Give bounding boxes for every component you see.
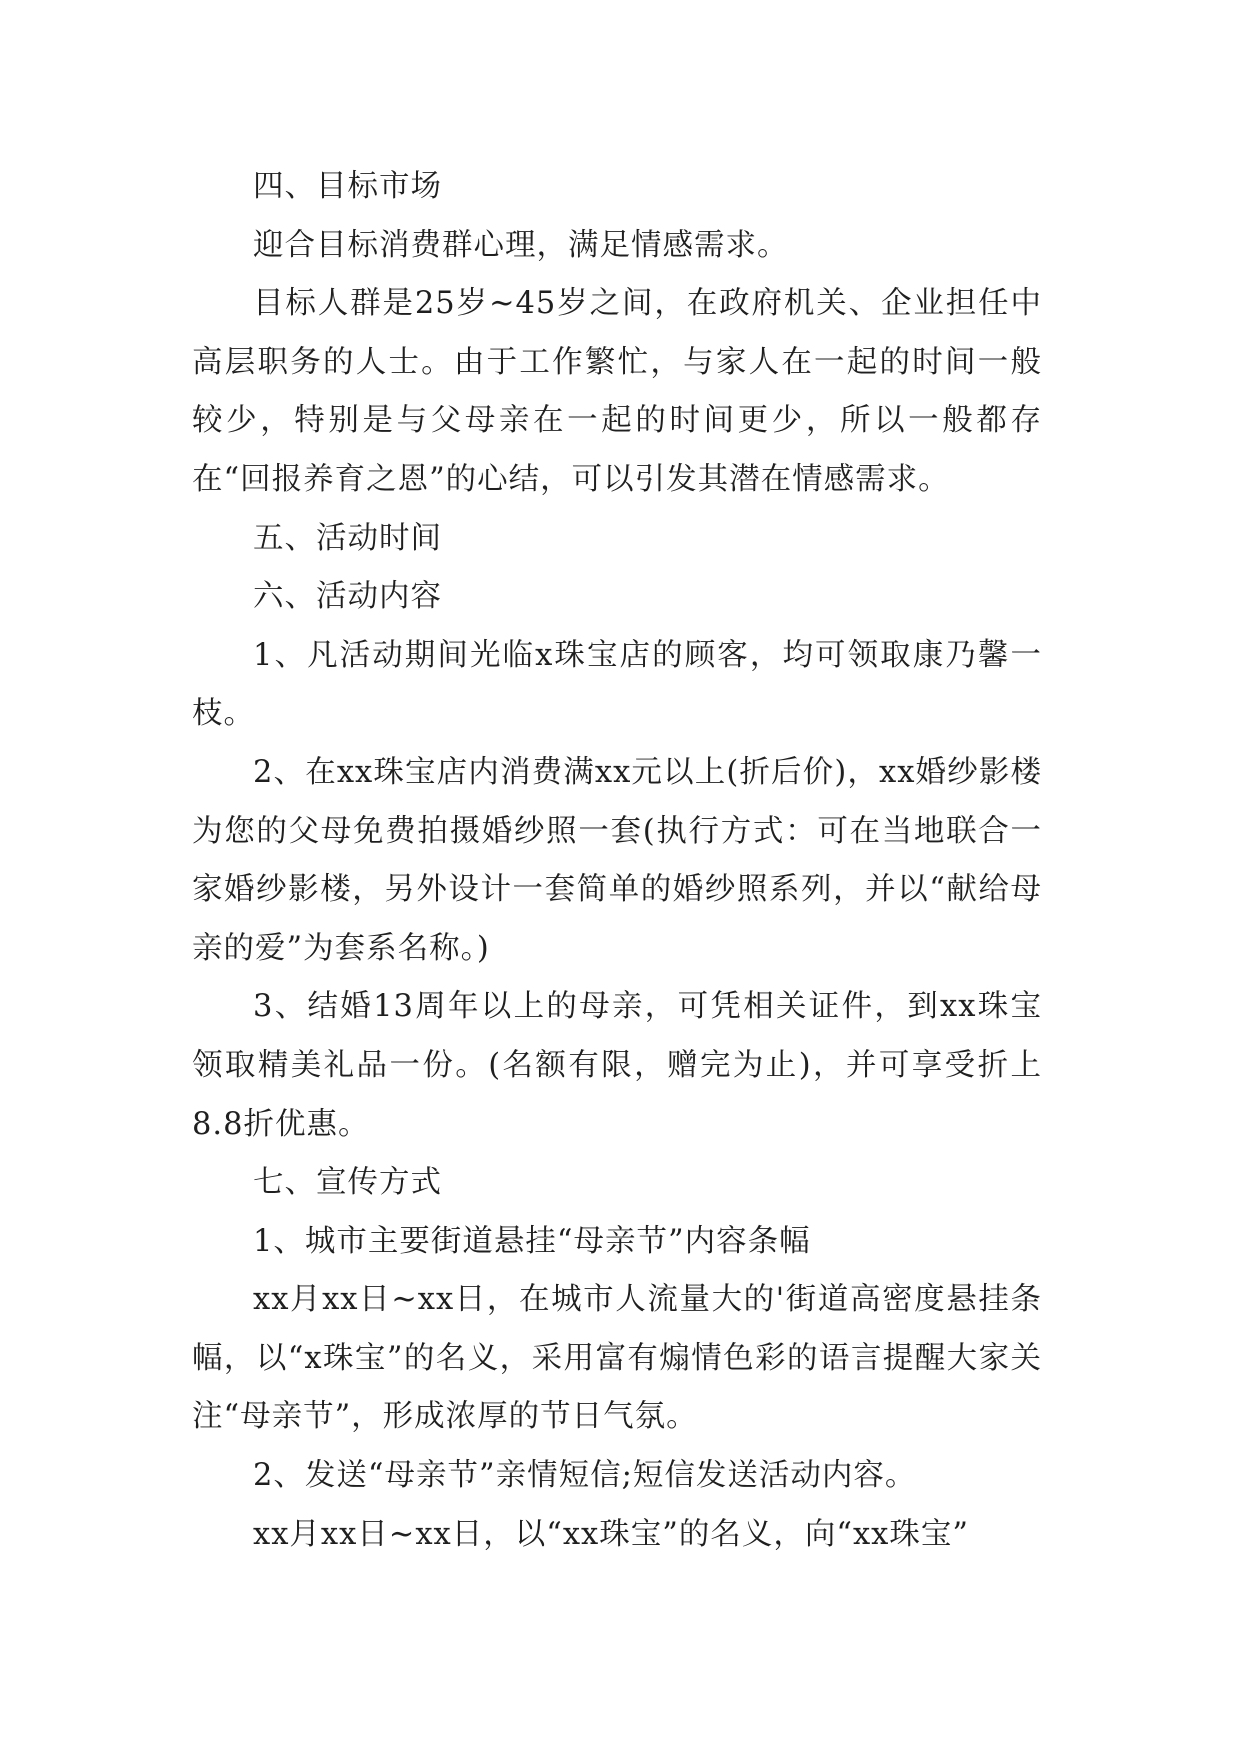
- paragraph: xx月xx日~xx日，以“xx珠宝”的名义，向“xx珠宝”: [253, 1516, 969, 1552]
- list-item: 2、在xx珠宝店内消费满xx元以上(折后价)，xx婚纱影楼为您的父母免费拍摄婚纱照一套(执行方式：可在当地联合一家婚纱影楼，另外设计一套简单的婚纱照系列，并以“献给母亲的爱”为套系名称。): [192, 754, 1042, 966]
- list-item: 2、发送“母亲节”亲情短信;短信发送活动内容。: [253, 1458, 917, 1494]
- section-heading-activity-time: 五、活动时间: [253, 520, 442, 556]
- section-heading-target-market: 四、目标市场: [253, 169, 442, 204]
- paragraph: xx月xx日~xx日，在城市人流量大的'街道高密度悬挂条幅，以“x珠宝”的名义，采用富有煽情色彩的语言提醒大家关注“母亲节”，形成浓厚的节日气氛。: [192, 1282, 1042, 1435]
- list-item: 1、凡活动期间光临x珠宝店的顾客，均可领取康乃馨一枝。: [192, 637, 1042, 732]
- list-item: 3、结婚13周年以上的母亲，可凭相关证件，到xx珠宝领取精美礼品一份。(名额有限，赠完为止)，并可享受折上8.8折优惠。: [192, 989, 1042, 1142]
- document-body: [192, 158, 1042, 1564]
- paragraph: 目标人群是25岁~45岁之间，在政府机关、企业担任中高层职务的人士。由于工作繁忙，与家人在一起的时间一般较少，特别是与父母亲在一起的时间更少，所以一般都存在“回报养育之恩”的心结，可以引发其潜在情感需求。: [192, 286, 1042, 497]
- section-heading-promotion: 七、宣传方式: [253, 1165, 442, 1201]
- paragraph: 迎合目标消费群心理，满足情感需求。: [253, 227, 789, 263]
- list-item: 1、城市主要街道悬挂“母亲节”内容条幅: [253, 1223, 811, 1259]
- section-heading-activity-content: 六、活动内容: [253, 579, 442, 615]
